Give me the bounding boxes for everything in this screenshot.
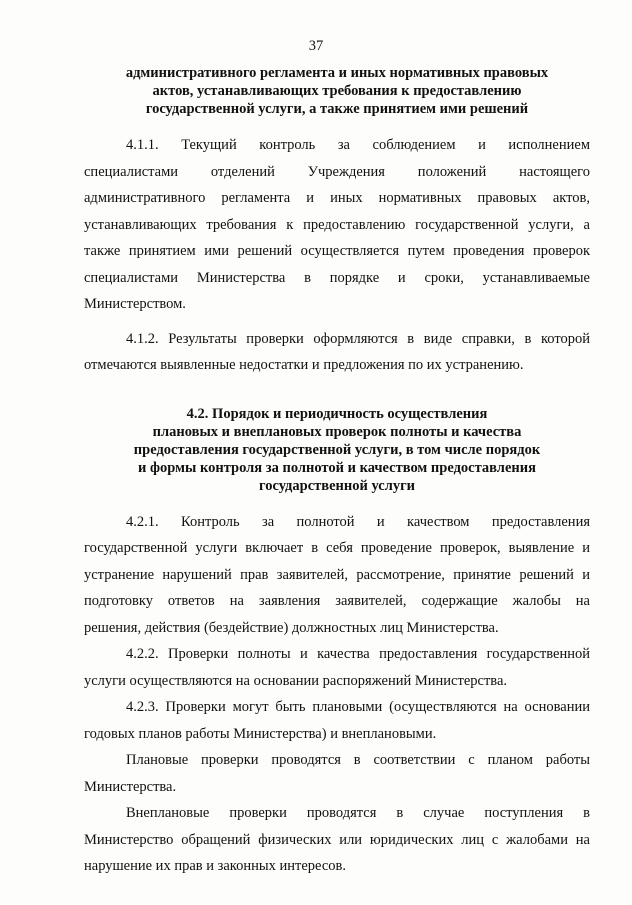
paragraph-4-1-1 [84,132,590,318]
text-line: подготовку ответов на заявления заявителей, содержащие жалобы на [84,593,590,609]
paragraph-unplanned-checks [84,800,590,880]
text-line: административного регламента и иных нормативных правовых актов, [84,190,590,206]
section-heading-4-2 [84,405,590,495]
heading-line: государственной услуги, а также принятием ими решений [145,101,529,117]
text-line: Плановые проверки проводятся в соответствии с планом работы [126,752,590,768]
text-line: 4.2.1. Контроль за полнотой и качеством предоставления [126,513,590,530]
heading-line: плановых и внеплановых проверок полноты и качества [152,423,522,440]
text-line: 4.1.2. Результаты проверки оформляются в виде справки, в которой [126,330,590,347]
text-line: устанавливающих требования к предоставлению государственной услуги, а [84,216,590,233]
text-line: Министерства. [84,778,177,795]
text-line: годовых планов работы Министерства) и внеплановыми. [84,725,437,742]
text-line: Внеплановые проверки проводятся в случае поступления в [126,805,590,821]
text-line: решения, действия (бездействие) должностных лиц Министерства. [84,619,499,636]
heading-line: актов, устанавливающих требования к предоставлению [152,83,522,99]
heading-line: административного регламента и иных нормативных правовых [125,65,549,81]
text-line: 4.2.3. Проверки могут быть плановыми (осуществляются на основании [126,699,590,715]
heading-line: предоставления государственной услуги, в том числе порядок [133,441,541,458]
heading-line: и формы контроля за полнотой и качеством предоставления [138,459,536,476]
page-content [84,64,590,880]
paragraph-4-2-3 [84,694,590,747]
text-line: Министерство обращений физических или юридических лиц с жалобами на [84,831,590,848]
paragraph-4-1-2 [84,326,590,379]
paragraph-4-2-1 [84,509,590,642]
text-line: нарушение их прав и законных интересов. [84,858,346,874]
text-line: отмечаются выявленные недостатки и предложения по их устранению. [84,357,524,373]
heading-line: государственной услуги [258,477,416,494]
paragraph-4-2-2 [84,641,590,694]
text-line: также принятием ими решений осуществляется путем проведения проверок [84,243,590,259]
text-line: специалистами отделений Учреждения положений настоящего [84,163,590,180]
text-line: устранение нарушений прав заявителей, рассмотрение, принятие решений и [84,566,590,583]
text-line: 4.1.1. Текущий контроль за соблюдением и исполнением [126,137,590,153]
paragraph-planned-checks [84,747,590,800]
text-line: 4.2.2. Проверки полноты и качества предоставления государственной [126,646,590,662]
heading-line: 4.2. Порядок и периодичность осуществления [186,405,488,422]
text-line: Министерством. [84,296,186,312]
section-heading-4-1 [84,64,590,118]
page-number: 37 [308,38,324,54]
text-line: специалистами Министерства в порядке и сроки, устанавливаемые [84,269,590,286]
text-line: услуги осуществляются на основании распоряжений Министерства. [84,672,507,689]
text-line: государственной услуги включает в себя проведение проверок, выявление и [84,540,590,556]
